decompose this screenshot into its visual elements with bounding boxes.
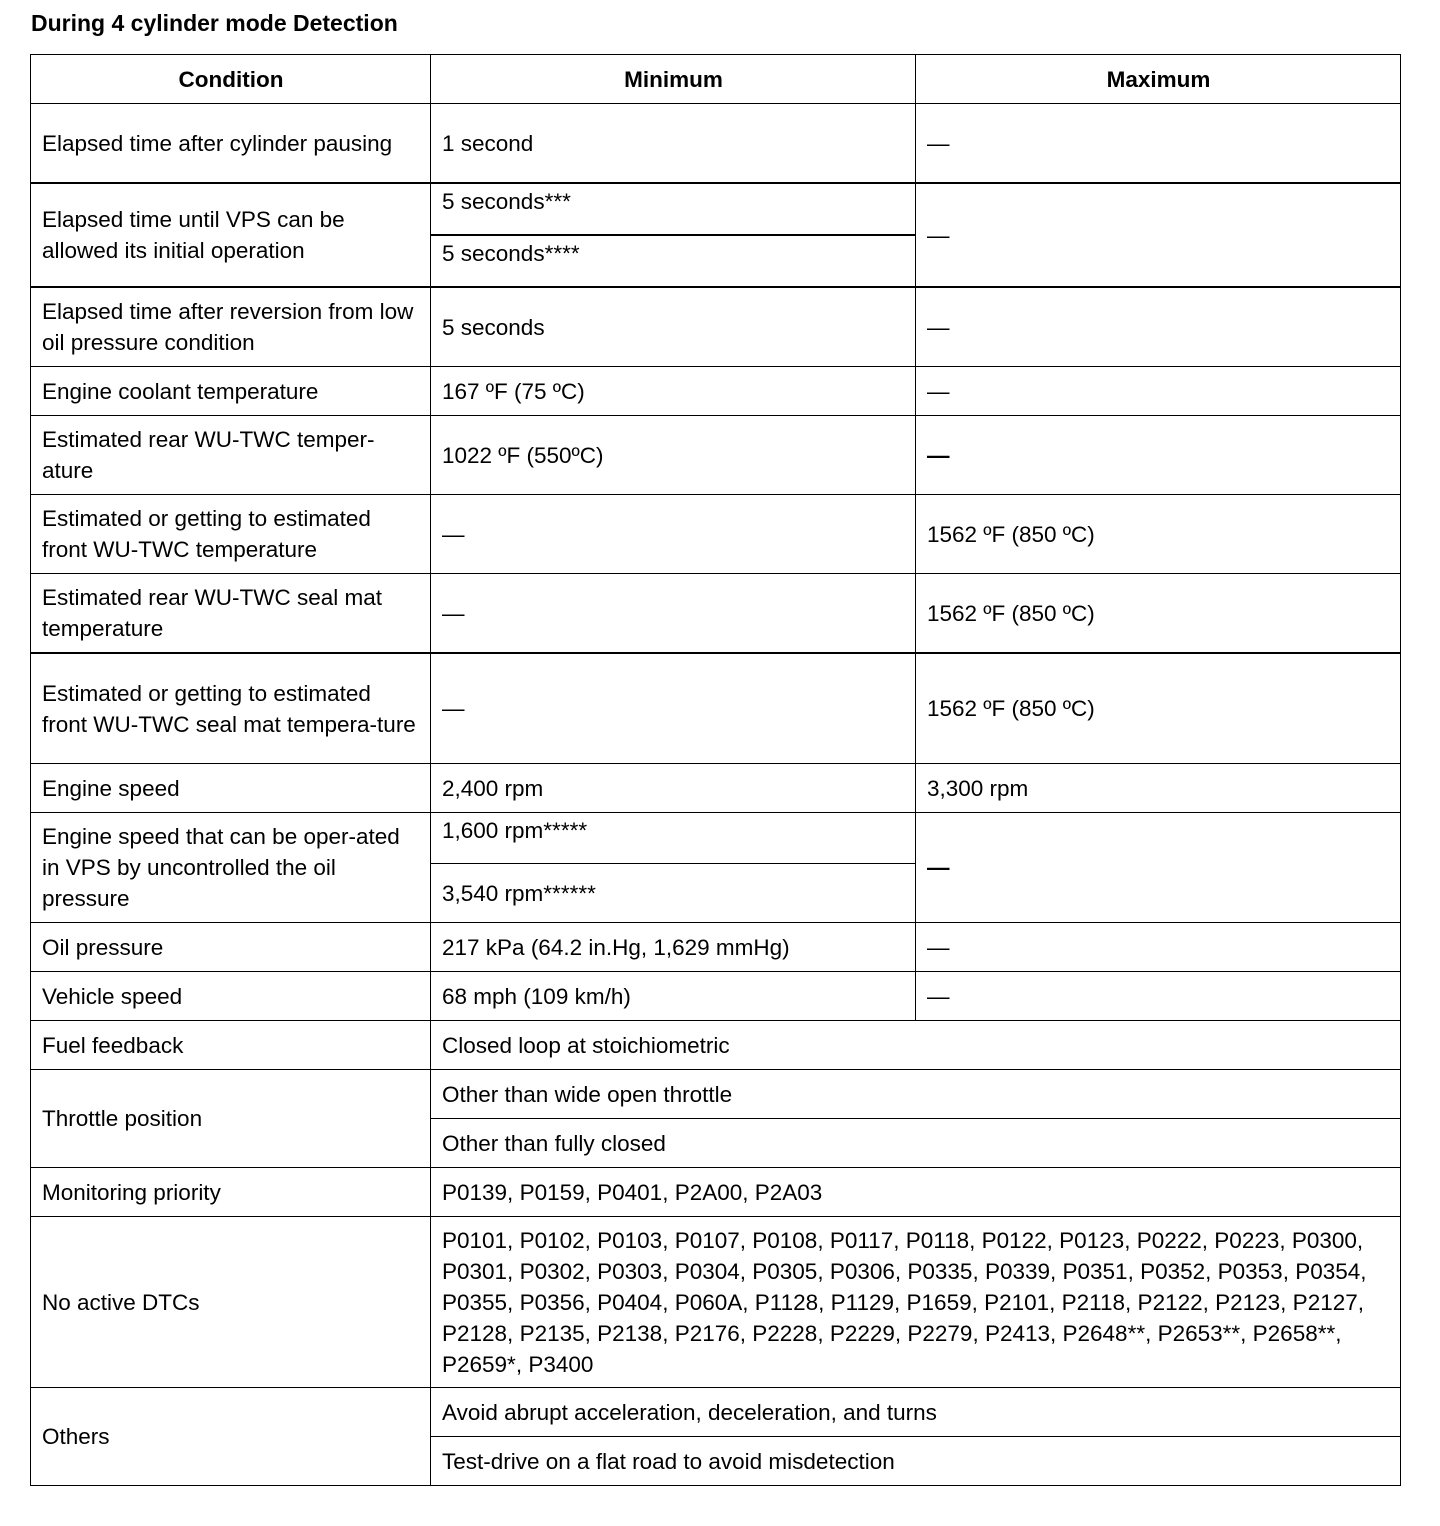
table-row: [31, 104, 1401, 184]
minimum-cell: 2,400 rpm: [431, 764, 916, 813]
table-row: [31, 183, 1401, 235]
maximum-cell: —: [916, 183, 1401, 287]
table-row: [31, 1070, 1401, 1119]
table-row: [31, 923, 1401, 972]
condition-cell: Estimated rear WU-TWC seal mat temperature: [31, 574, 431, 654]
minimum-cell: 167 ºF (75 ºC): [431, 367, 916, 416]
table-row: [31, 653, 1401, 764]
minimum-cell: 68 mph (109 km/h): [431, 972, 916, 1021]
condition-cell: Engine speed: [31, 764, 431, 813]
maximum-cell: —: [916, 104, 1401, 184]
table-row: [31, 287, 1401, 367]
minimum-cell: 5 seconds***: [431, 183, 916, 235]
header-maximum: Maximum: [916, 55, 1401, 104]
page-title: During 4 cylinder mode Detection: [31, 10, 398, 36]
value-cell: Test-drive on a flat road to avoid misdetection: [431, 1437, 1401, 1486]
minimum-cell: 217 kPa (64.2 in.Hg, 1,629 mmHg): [431, 923, 916, 972]
maximum-cell: 1562 ºF (850 ºC): [916, 495, 1401, 574]
table-row: [31, 416, 1401, 495]
table-row: [31, 972, 1401, 1021]
maximum-cell: —: [916, 367, 1401, 416]
condition-cell: Oil pressure: [31, 923, 431, 972]
maximum-cell: —: [916, 287, 1401, 367]
table-row: [31, 764, 1401, 813]
table-row: [31, 813, 1401, 864]
value-cell: Other than wide open throttle: [431, 1070, 1401, 1119]
table-row: [31, 574, 1401, 654]
minimum-cell: 3,540 rpm******: [431, 864, 916, 923]
maximum-cell: 3,300 rpm: [916, 764, 1401, 813]
table-row: [31, 1021, 1401, 1070]
condition-cell: Engine coolant temperature: [31, 367, 431, 416]
condition-cell: No active DTCs: [31, 1217, 431, 1388]
condition-cell: Fuel feedback: [31, 1021, 431, 1070]
table-row: [31, 495, 1401, 574]
minimum-cell: —: [431, 574, 916, 654]
value-cell: Closed loop at stoichiometric: [431, 1021, 1401, 1070]
condition-cell: Estimated rear WU-TWC temper-ature: [31, 416, 431, 495]
table-row: [31, 1168, 1401, 1217]
maximum-cell: —: [916, 972, 1401, 1021]
condition-cell: Monitoring priority: [31, 1168, 431, 1217]
table-row: [31, 1388, 1401, 1437]
table-row: [31, 367, 1401, 416]
minimum-cell: 5 seconds****: [431, 235, 916, 287]
maximum-cell: —: [916, 813, 1401, 923]
condition-cell: Elapsed time after cylinder pausing: [31, 104, 431, 184]
minimum-cell: 1022 ºF (550ºC): [431, 416, 916, 495]
maximum-cell: —: [916, 923, 1401, 972]
table-header-row: [31, 55, 1401, 104]
condition-cell: Others: [31, 1388, 431, 1486]
value-cell: Other than fully closed: [431, 1119, 1401, 1168]
condition-cell: Elapsed time until VPS can be allowed its initial operation: [31, 183, 431, 287]
minimum-cell: —: [431, 495, 916, 574]
maximum-cell: —: [916, 416, 1401, 495]
condition-cell: Estimated or getting to estimated front WU-TWC temperature: [31, 495, 431, 574]
value-cell: P0139, P0159, P0401, P2A00, P2A03: [431, 1168, 1401, 1217]
condition-cell: Elapsed time after reversion from low oil pressure condition: [31, 287, 431, 367]
header-minimum: Minimum: [431, 55, 916, 104]
maximum-cell: 1562 ºF (850 ºC): [916, 574, 1401, 654]
header-condition: Condition: [31, 55, 431, 104]
minimum-cell: 1,600 rpm*****: [431, 813, 916, 864]
condition-cell: Vehicle speed: [31, 972, 431, 1021]
condition-cell: Engine speed that can be oper-ated in VPS by uncontrolled the oil pressure: [31, 813, 431, 923]
condition-cell: Throttle position: [31, 1070, 431, 1168]
condition-cell: Estimated or getting to estimated front WU-TWC seal mat tempera-ture: [31, 653, 431, 764]
detection-conditions-table: [30, 54, 1401, 1486]
minimum-cell: 5 seconds: [431, 287, 916, 367]
minimum-cell: —: [431, 653, 916, 764]
table-row: [31, 1217, 1401, 1388]
value-cell: P0101, P0102, P0103, P0107, P0108, P0117, P0118, P0122, P0123, P0222, P0223, P0300, P0301, P0302, P0303, P0304, P0305, P0306, P0335, P0339, P0351, P0352, P0353, P0354, P0355, P0356, P0404, P060A, P1128, P1129, P1659, P2101, P2118, P2122, P2123, P2127, P2128, P2135, P2138, P2176, P2228, P2229, P2279, P2413, P2648**, P2653**, P2658**, P2659*, P3400: [431, 1217, 1401, 1388]
value-cell: Avoid abrupt acceleration, deceleration, and turns: [431, 1388, 1401, 1437]
minimum-cell: 1 second: [431, 104, 916, 184]
maximum-cell: 1562 ºF (850 ºC): [916, 653, 1401, 764]
